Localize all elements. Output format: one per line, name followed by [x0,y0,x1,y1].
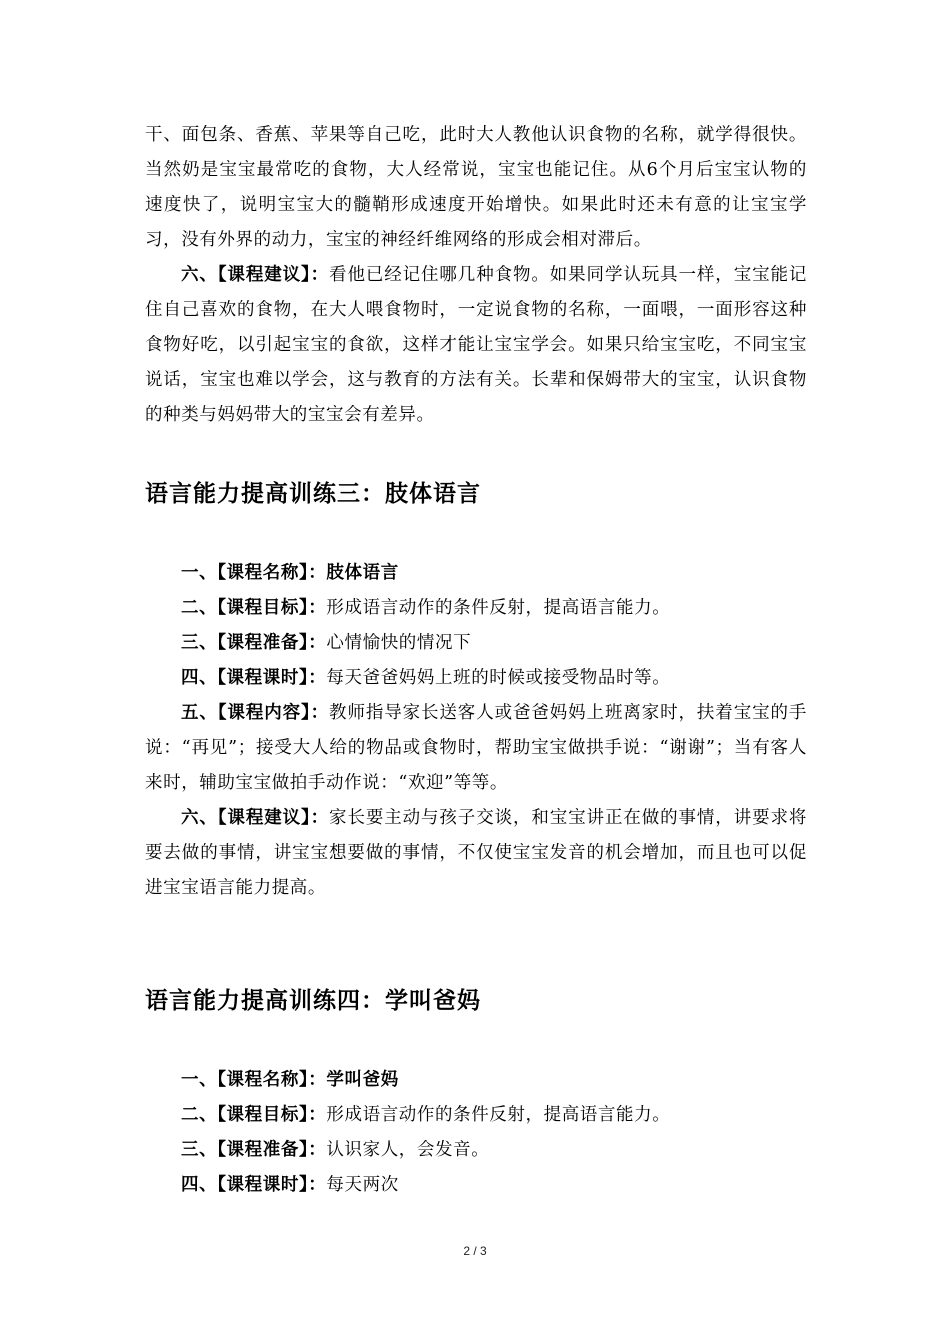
item-text: 形成语言动作的条件反射，提高语言能力。 [326,598,671,618]
section4-title: 语言能力提高训练四：学叫爸妈 [145,987,481,1014]
document-page [145,118,807,1203]
item-label: 一、【课程名称】： [181,563,327,583]
item-label: 三、【课程准备】： [181,633,327,653]
section3-item-time [145,661,807,696]
section3-item-goal [145,591,807,626]
item-label: 二、【课程目标】： [181,598,327,618]
item-text: 每天爸爸妈妈上班的时候或接受物品时等。 [326,668,671,688]
item-text: 心情愉快的情况下 [326,633,472,653]
section4-items [145,1063,807,1203]
section3-items [145,556,807,906]
item-text: 教师指导家长送客人或爸爸妈妈上班离家时，扶着宝宝的手说：“再见”；接受大人给的物品或食物时，帮助宝宝做拱手说：“谢谢”；当有客人来时，辅助宝宝做拍手动作说：“欢迎”等等。 [145,703,807,793]
item-label: 五、【课程内容】： [181,703,330,723]
section3-item-prep [145,626,807,661]
intro-paragraph: 干、面包条、香蕉、苹果等自己吃，此时大人教他认识食物的名称，就学得很快。当然奶是宝宝最常吃的食物，大人经常说，宝宝也能记住。从6个月后宝宝认物的速度快了，说明宝宝大的髓鞘形成速度开始增快。如果此时还未有意的让宝宝学习，没有外界的动力，宝宝的神经纤维网络的形成会相对滞后。 [145,125,807,250]
section3-item-name [145,556,807,591]
section4-item-goal [145,1098,807,1133]
intro-suggestion-paragraph [145,258,807,433]
item-text: 学叫爸妈 [326,1070,399,1090]
item-label: 一、【课程名称】： [181,1070,327,1090]
item-text: 形成语言动作的条件反射，提高语言能力。 [326,1105,671,1125]
section3-item-content [145,696,807,801]
section3-title: 语言能力提高训练三：肢体语言 [145,480,481,507]
item-label: 三、【课程准备】： [181,1140,327,1160]
item-label: 二、【课程目标】： [181,1105,327,1125]
section4-item-prep [145,1133,807,1168]
suggestion-text: 看他已经记住哪几种食物。如果同学认玩具一样，宝宝能记住自己喜欢的食物，在大人喂食物时，一定说食物的名称，一面喂，一面形容这种食物好吃，以引起宝宝的食欲，这样才能让宝宝学会。如果只给宝宝吃，不同宝宝说话，宝宝也难以学会，这与教育的方法有关。长辈和保姆带大的宝宝，认识食物的种类与妈妈带大的宝宝会有差异。 [145,265,807,425]
item-label: 四、【课程课时】： [181,1175,327,1195]
item-label: 六、【课程建议】： [181,808,330,828]
page-number: 2 / 3 [463,1244,487,1258]
item-text: 认识家人，会发音。 [326,1140,490,1160]
section4-item-time [145,1168,807,1203]
item-text: 肢体语言 [326,563,399,583]
suggestion-label: 六、【课程建议】： [181,265,330,285]
section3-item-suggestion [145,801,807,906]
item-label: 四、【课程课时】： [181,668,327,688]
item-text: 每天两次 [326,1175,399,1195]
section4-item-name [145,1063,807,1098]
item-text: 家长要主动与孩子交谈，和宝宝讲正在做的事情，讲要求将要去做的事情，讲宝宝想要做的事情，不仅使宝宝发音的机会增加，而且也可以促进宝宝语言能力提高。 [145,808,807,898]
